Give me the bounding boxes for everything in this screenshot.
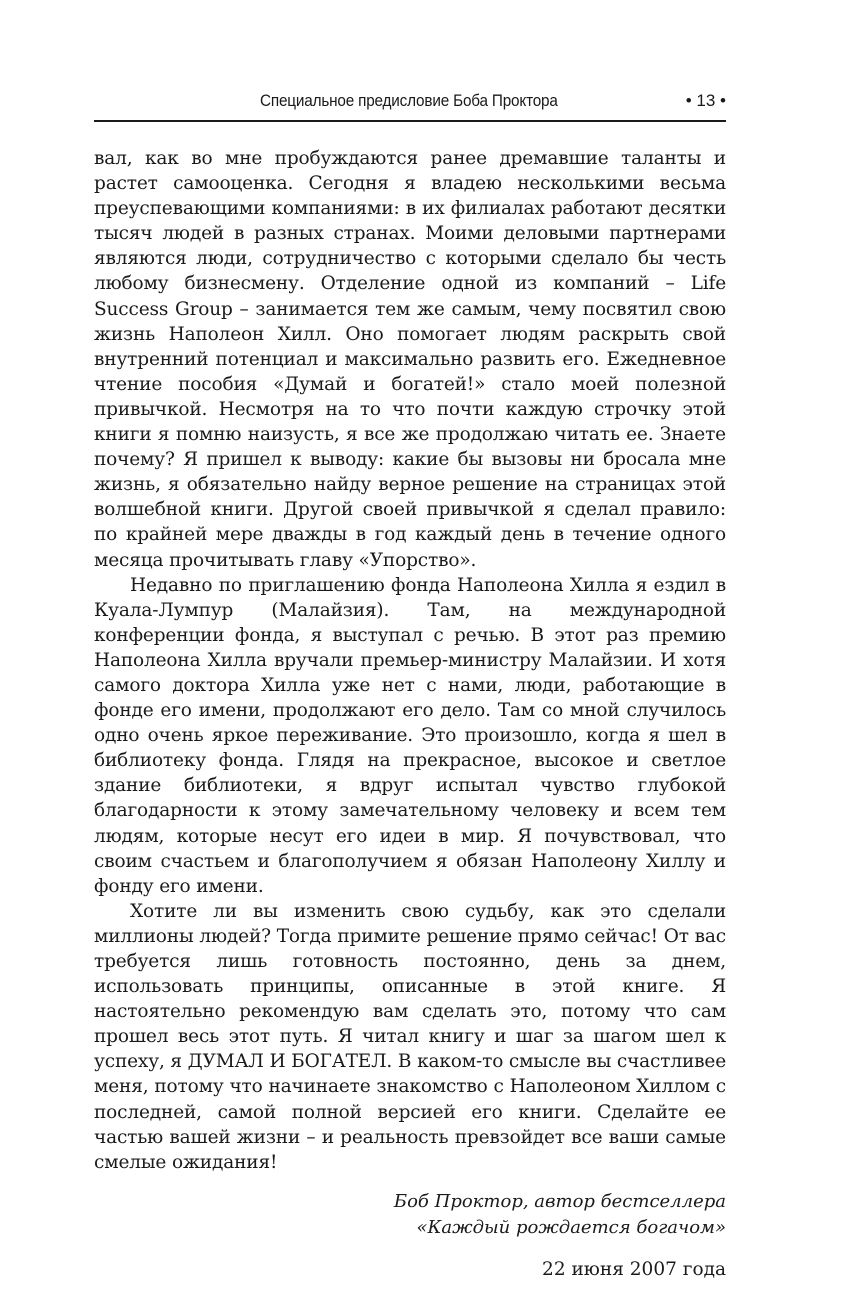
- signature-block: [94, 1189, 726, 1241]
- paragraph-2: Недавно по приглашению фонда Наполеона Хилла я ездил в Куала-Лумпур (Малайзия). Там, на международной конференции фонда, я выступал с речью. В этот раз премию Наполеона Хилла вручали премьер-министру Малайзии. И хотя самого доктора Хилла уже нет с нами, люди, работающие в фонде его имени, продолжают его дело. Там со мной случилось одно очень яркое переживание. Это произошло, когда я шел в библиотеку фонда. Глядя на прекрасное, высокое и светлое здание библиотеки, я вдруг испытал чувство глубокой благодарности к этому замечательному человеку и всем тем людям, которые несут его идеи в мир. Я почувствовал, что своим счастьем и благополучием я обязан Наполеону Хиллу и фонду его имени.: [94, 574, 726, 897]
- date-line: 22 июня 2007 года: [542, 1258, 726, 1280]
- running-header: [94, 86, 726, 122]
- signature-book-title: «Каждый рождается богачом»: [416, 1216, 726, 1238]
- paragraph-3: Хотите ли вы изменить свою судьбу, как это сделали миллионы людей? Тогда примите решение прямо сейчас! От вас требуется лишь готовность постоянно, день за днем, использовать принципы, описанные в этой книге. Я настоятельно рекомендую вам сделать это, потому что сам прошел весь этот путь. Я читал книгу и шаг за шагом шел к успеху, я ДУМАЛ И БОГАТЕЛ. В каком-то смысле вы счастливее меня, потому что начинаете знакомство с Наполеоном Хиллом с последней, самой полной версией его книги. Сделайте ее частью вашей жизни – и реальность превзойдет все ваши самые смелые ожидания!: [94, 900, 726, 1173]
- running-title: Специальное предисловие Боба Проктора: [260, 91, 558, 110]
- page-number: • 13 •: [685, 91, 726, 110]
- paragraph-1: вал, как во мне пробуждаются ранее дремавшие таланты и растет самооценка. Сегодня я владею несколькими весьма преуспевающими компаниями: в их филиалах работают десятки тысяч людей в разных странах. Моими деловыми партнерами являются люди, сотрудничество с которыми сделало бы честь любому бизнесмену. Отделение одной из компаний – Life Success Group – занимается тем же самым, чему посвятил свою жизнь Наполеон Хилл. Оно помогает людям раскрыть свой внутренний потенциал и максимально развить его. Ежедневное чтение пособия «Думай и богатей!» стало моей полезной привычкой. Несмотря на то что почти каждую строчку этой книги я помню наизусть, я все же продолжаю читать ее. Знаете почему? Я пришел к выводу: какие бы вызовы ни бросала мне жизнь, я обязательно найду верное решение на страницах этой волшебной книги. Другой своей привычкой я сделал правило: по крайней мере дважды в год каждый день в течение одного месяца прочитывать главу «Упорство».: [94, 148, 726, 571]
- signature-author: Боб Проктор, автор бестселлера: [393, 1190, 726, 1212]
- main-text: [94, 146, 726, 1282]
